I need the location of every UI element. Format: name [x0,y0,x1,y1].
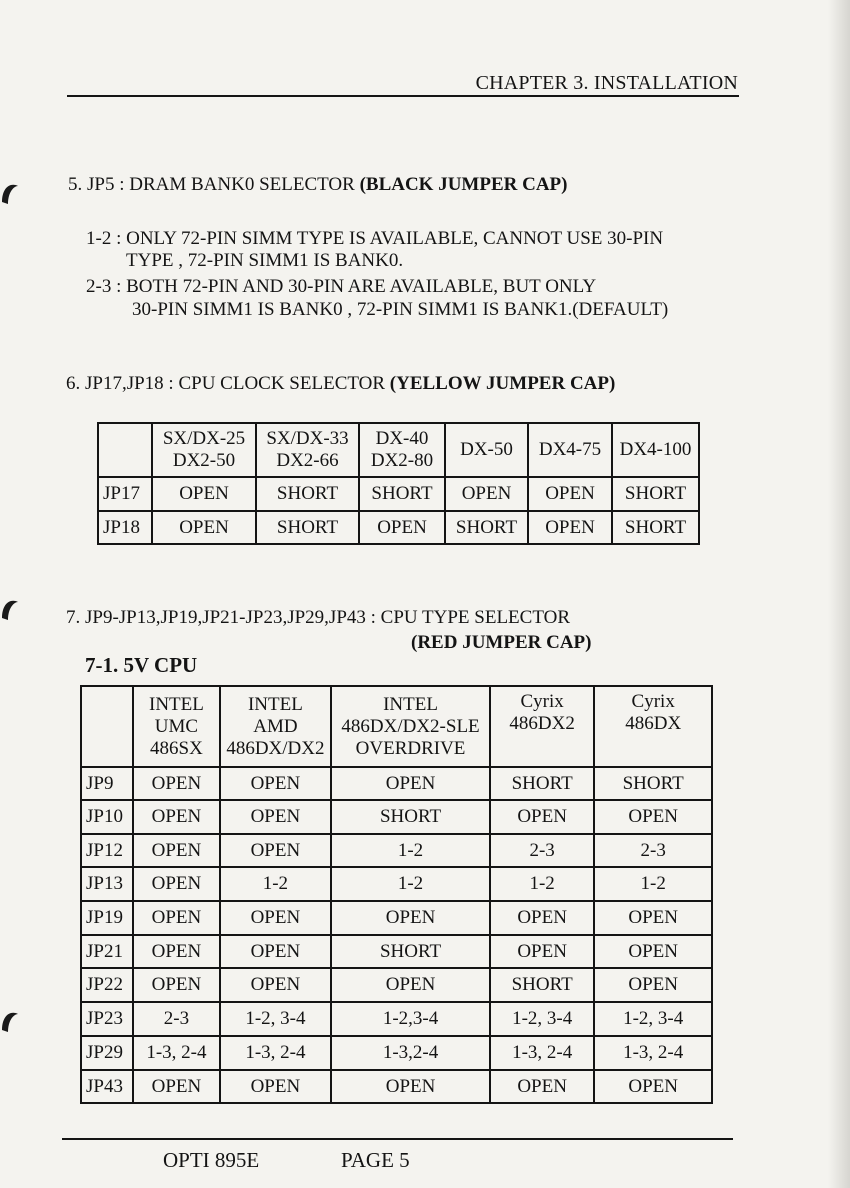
table-cell: OPEN [133,968,219,1002]
table-cell: OPEN [133,867,219,901]
table-row [81,867,712,901]
table-cell: SHORT [490,968,594,1002]
table-cell: OPEN [445,477,528,511]
row-label: JP22 [81,968,133,1002]
table-cell: OPEN [152,511,256,544]
table-cell: OPEN [220,901,332,935]
table-cell: 1-2, 3-4 [490,1002,594,1036]
table-cell: OPEN [331,1070,490,1103]
table-cell: OPEN [528,477,612,511]
clock-title: 6. JP17,JP18 : CPU CLOCK SELECTOR [66,373,386,394]
cpu-clock-table [97,422,700,545]
cpu-column-header: Cyrix 486DX2 [490,686,594,767]
table-cell: OPEN [220,1070,332,1103]
table-row [81,1036,712,1070]
table-cell: 1-2 [331,834,490,867]
row-label: JP13 [81,867,133,901]
jp5-heading [68,174,568,196]
header-rule [67,95,739,97]
row-label: JP21 [81,935,133,968]
table-cell: OPEN [490,1070,594,1103]
table-cell: OPEN [331,767,490,800]
table-cell: OPEN [594,935,712,968]
jp5-option-line: 2-3 : BOTH 72-PIN AND 30-PIN ARE AVAILABLE, BUT ONLY [86,276,597,297]
table-row [81,901,712,935]
table-cell: SHORT [331,800,490,834]
binder-hole-icon [0,1008,22,1034]
table-row [81,935,712,968]
table-cell: SHORT [256,511,359,544]
row-label: JP18 [98,511,152,544]
table-cell: OPEN [594,968,712,1002]
table-cell: OPEN [220,767,332,800]
jp5-title: 5. JP5 : DRAM BANK0 SELECTOR [68,174,355,195]
page-edge-shadow [828,0,850,1188]
clock-column-header: DX-40 DX2-80 [359,423,445,477]
table-cell: 1-2, 3-4 [220,1002,332,1036]
clock-heading [66,373,615,395]
table-cell: OPEN [490,935,594,968]
table-cell: OPEN [220,968,332,1002]
row-label: JP12 [81,834,133,867]
table-cell: SHORT [594,767,712,800]
cputype-heading: 7. JP9-JP13,JP19,JP21-JP23,JP29,JP43 : CPU TYPE SELECTOR [66,607,570,628]
table-cell: OPEN [331,968,490,1002]
table-row [81,968,712,1002]
clock-column-header: DX-50 [445,423,528,477]
corner-cell [81,686,133,767]
binder-hole-icon [0,180,22,206]
table-cell: 2-3 [594,834,712,867]
binder-hole-icon [0,596,22,622]
footer-rule [62,1138,733,1140]
jp5-cap-label: (BLACK JUMPER CAP) [359,174,568,195]
table-cell: 1-3,2-4 [331,1036,490,1070]
clock-column-header: DX4-75 [528,423,612,477]
table-cell: OPEN [152,477,256,511]
table-cell: 1-2 [331,867,490,901]
table-cell: OPEN [594,901,712,935]
table-cell: SHORT [331,935,490,968]
table-cell: SHORT [612,477,699,511]
table-cell: 2-3 [133,1002,219,1036]
table-cell: OPEN [220,800,332,834]
table-cell: OPEN [594,1070,712,1103]
table-cell: OPEN [133,800,219,834]
table-row [81,1002,712,1036]
table-cell: 1-2, 3-4 [594,1002,712,1036]
footer-product-name: OPTI 895E [163,1148,260,1172]
table-row [81,1070,712,1103]
table-cell: SHORT [445,511,528,544]
row-label: JP23 [81,1002,133,1036]
row-label: JP17 [98,477,152,511]
row-label: JP43 [81,1070,133,1103]
jp5-option-line: TYPE , 72-PIN SIMM1 IS BANK0. [126,250,404,271]
table-cell: 1-3, 2-4 [594,1036,712,1070]
table-cell: 1-3, 2-4 [220,1036,332,1070]
table-row [81,834,712,867]
table-header-row [98,423,699,477]
table-cell: OPEN [220,935,332,968]
table-cell: OPEN [528,511,612,544]
row-label: JP10 [81,800,133,834]
corner-cell [98,423,152,477]
table-cell: 1-3, 2-4 [490,1036,594,1070]
table-cell: OPEN [359,511,445,544]
clock-column-header: SX/DX-25 DX2-50 [152,423,256,477]
cpu-type-table [80,685,713,1104]
footer-page-number: PAGE 5 [341,1148,410,1172]
table-cell: OPEN [133,901,219,935]
clock-column-header: DX4-100 [612,423,699,477]
row-label: JP19 [81,901,133,935]
table-cell: SHORT [256,477,359,511]
table-row [81,800,712,834]
table-cell: OPEN [133,834,219,867]
cpu-column-header: Cyrix 486DX [594,686,712,767]
table-cell: OPEN [331,901,490,935]
clock-cap-label: (YELLOW JUMPER CAP) [389,373,616,394]
cputype-cap-label: (RED JUMPER CAP) [411,632,592,653]
table-cell: OPEN [133,1070,219,1103]
table-row [98,511,699,544]
table-cell: OPEN [490,901,594,935]
table-cell: OPEN [594,800,712,834]
table-cell: OPEN [220,834,332,867]
table-cell: SHORT [612,511,699,544]
table-cell: 1-2 [220,867,332,901]
table-row [98,477,699,511]
table-cell: 1-2,3-4 [331,1002,490,1036]
row-label: JP29 [81,1036,133,1070]
cputype-subheading: 7-1. 5V CPU [85,653,198,677]
table-header-row [81,686,712,767]
jp5-option-line: 1-2 : ONLY 72-PIN SIMM TYPE IS AVAILABLE, CANNOT USE 30-PIN [86,228,664,249]
table-row [81,767,712,800]
cpu-column-header: INTEL UMC 486SX [133,686,219,767]
cpu-column-header: INTEL 486DX/DX2-SLE OVERDRIVE [331,686,490,767]
chapter-title: CHAPTER 3. INSTALLATION [475,72,738,94]
table-cell: 1-2 [594,867,712,901]
table-cell: OPEN [490,800,594,834]
table-cell: 1-3, 2-4 [133,1036,219,1070]
table-cell: 1-2 [490,867,594,901]
row-label: JP9 [81,767,133,800]
jp5-option-line: 30-PIN SIMM1 IS BANK0 , 72-PIN SIMM1 IS BANK1.(DEFAULT) [132,299,669,320]
cpu-column-header: INTEL AMD 486DX/DX2 [220,686,332,767]
table-cell: OPEN [133,935,219,968]
table-cell: 2-3 [490,834,594,867]
table-cell: SHORT [490,767,594,800]
table-cell: SHORT [359,477,445,511]
clock-column-header: SX/DX-33 DX2-66 [256,423,359,477]
table-cell: OPEN [133,767,219,800]
